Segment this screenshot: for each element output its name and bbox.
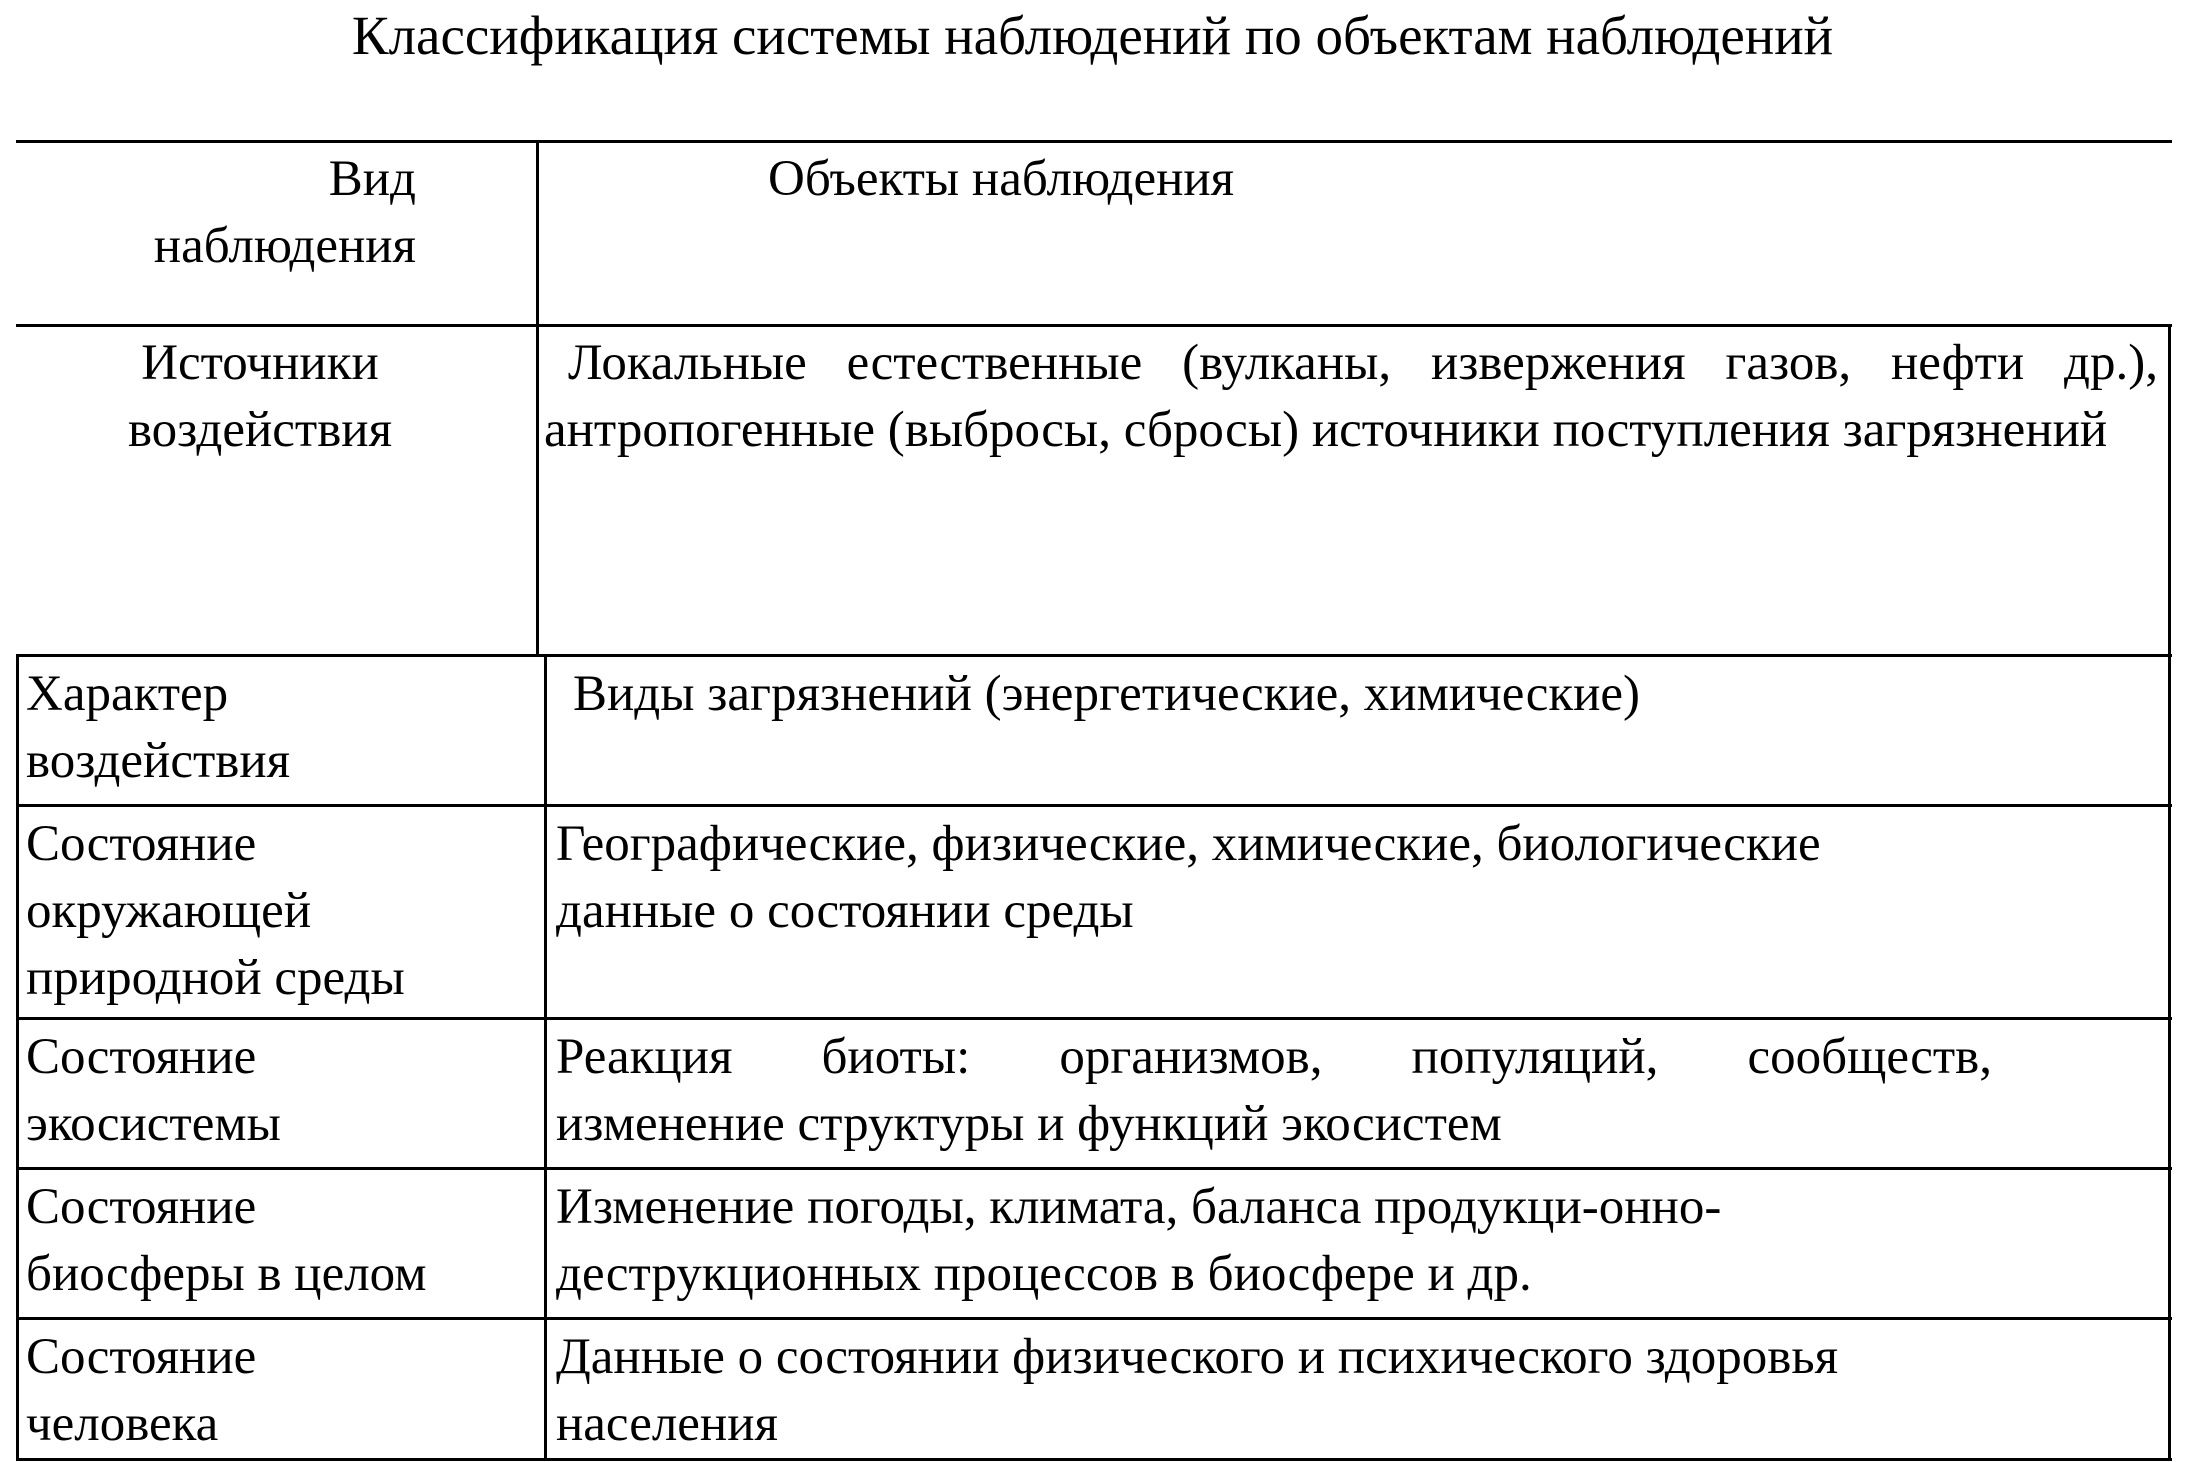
row-type (40, 330, 480, 464)
row-type-line: Состояние (26, 816, 257, 872)
row-objects (556, 1174, 1721, 1308)
column-divider-upper (536, 140, 539, 657)
row-objects (556, 1024, 1992, 1158)
header-type-line: Вид (328, 151, 416, 207)
row-type (26, 661, 290, 795)
row-objects (556, 811, 1821, 945)
header-bottom-rule-right (537, 324, 2172, 327)
header-type-label (16, 146, 416, 280)
row-objects: Локальные естественные (вулканы, извержения газов, нефти др.), антропогенные (выбросы, сбросы) источники поступления загрязнений (544, 335, 2158, 458)
row-objects-line: изменение структуры и функций экосистем (556, 1096, 1502, 1152)
row-type-line: Состояние (26, 1029, 257, 1085)
header-bottom-rule (16, 324, 537, 327)
column-divider-lower (544, 654, 547, 1460)
table-top-rule (16, 140, 2172, 143)
row-objects-line: Изменение погоды, климата, баланса продукци-онно- (556, 1179, 1722, 1235)
row-type-line: Характер (26, 666, 229, 722)
row-type (26, 1024, 281, 1158)
row-type-line: Состояние (26, 1329, 257, 1385)
header-objects-label: Объекты наблюдения (768, 151, 1235, 207)
row-rule (16, 654, 2172, 657)
row-type (26, 1324, 256, 1458)
row-type-line: воздействия (26, 733, 291, 789)
header-type-line: наблюдения (153, 218, 416, 274)
row-type (26, 811, 405, 1012)
row-type-line: воздействия (127, 402, 393, 458)
row-type-line: окружающей (26, 883, 312, 939)
table-bottom-rule (16, 1458, 2172, 1461)
row-objects: Виды загрязнений (энергетические, химические) (573, 666, 1641, 722)
row-objects-line: данные о состоянии среды (556, 883, 1134, 939)
row-rule (16, 1317, 2172, 1320)
row-objects-line: Географические, физические, химические, биологические (556, 816, 1821, 872)
row-objects-line: населения (556, 1396, 778, 1452)
row-objects-line: деструкционных процессов в биосфере и др. (556, 1246, 1532, 1302)
row-type-line: экосистемы (26, 1096, 281, 1152)
row-objects-line: Реакция биоты: организмов, популяций, сообществ, (556, 1029, 1992, 1085)
row-type-line: природной среды (26, 950, 405, 1006)
row-rule (16, 804, 2172, 807)
row-objects (556, 1324, 1838, 1458)
row-type-line: человека (26, 1396, 219, 1452)
row-rule (16, 1167, 2172, 1170)
row-type (26, 1174, 426, 1308)
table-right-border (2168, 324, 2171, 1460)
row-type-line: Источники (141, 335, 379, 391)
row-type-line: биосферы в целом (26, 1246, 427, 1302)
row-type-line: Состояние (26, 1179, 257, 1235)
row-objects-line: Данные о состоянии физического и психического здоровья (556, 1329, 1839, 1385)
table-left-border (16, 654, 19, 1460)
page-title: Классификация системы наблюдений по объектам наблюдений (351, 5, 1834, 66)
row-rule (16, 1017, 2172, 1020)
